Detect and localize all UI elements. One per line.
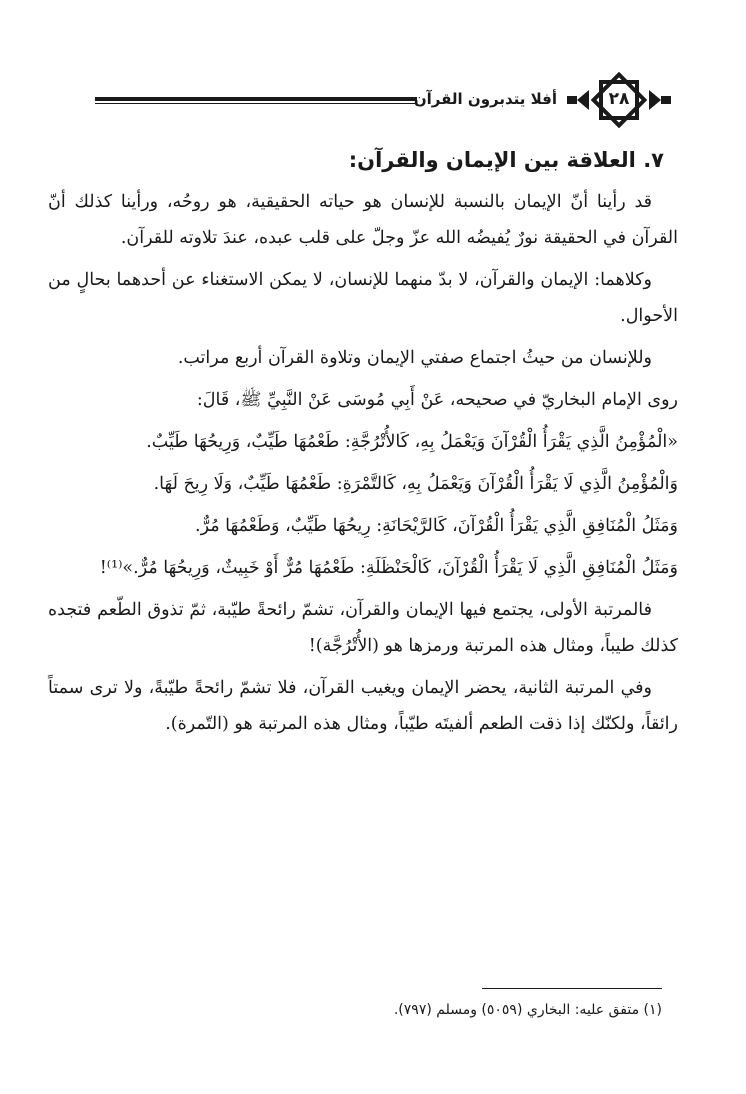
hadith-line: وَمَثَلُ الْمُنَافِقِ الَّذِي لَا يَقْرَأُ الْقُرْآنَ، كَالْحَنْظَلَةِ: طَعْمُهَا مُرٌّ أَوْ خَبِيثٌ، وَرِيحُهَا مُرٌّ.»⁽¹⁾! <box>99 558 678 578</box>
hadith-line: وَالْمُؤْمِنُ الَّذِي لَا يَقْرَأُ الْقُرْآنَ وَيَعْمَلُ بِهِ، كَالتَّمْرَةِ: طَعْمُهَا طَيِّبٌ، وَلَا رِيحَ لَهَا. <box>153 474 678 494</box>
header-rule <box>95 97 417 101</box>
running-title: أفلا يتدبرون القرآن <box>413 90 557 108</box>
hadith-line: «الْمُؤْمِنُ الَّذِي يَقْرَأُ الْقُرْآنَ وَيَعْمَلُ بِهِ، كَالأُتْرُجَّةِ: طَعْمُهَا طَيِّبٌ، وَرِيحُهَا طَيِّبٌ. <box>146 432 678 452</box>
paragraph: قد رأينا أنّ الإيمان بالنسبة للإنسان هو حياته الحقيقية، هو روحُه، ورأينا كذلك أنّ القرآن في الحقيقة نورٌ يُفيضُه الله عزّ وجلّ على قلب عبده، عندَ تلاوته للقرآن. <box>48 192 678 248</box>
hadith-line: وَمَثَلُ الْمُنَافِقِ الَّذِي يَقْرَأُ الْقُرْآنَ، كَالرَّيْحَانَةِ: رِيحُهَا طَيِّبٌ، وَطَعْمُهَا مُرٌّ. <box>195 516 678 536</box>
paragraph: وفي المرتبة الثانية، يحضر الإيمان ويغيب القرآن، فلا تشمّ رائحةً طيّبةً، ولا ترى سمتاً رائقاً، ولكنّك إذا ذقت الطعم ألفيتَه طيّباً، ومثال هذه المرتبة هو (التّمرة). <box>48 678 678 734</box>
footnote-separator <box>482 988 662 989</box>
page-number: ٢٨ <box>608 89 630 109</box>
paragraph: وللإنسان من حيثُ اجتماع صفتي الإيمان وتلاوة القرآن أربع مراتب. <box>177 348 652 368</box>
paragraph: فالمرتبة الأولى، يجتمع فيها الإيمان والقرآن، تشمّ رائحةً طيّبة، ثمّ تذوق الطّعم فتجده كذلك طيباً، ومثال هذه المرتبة ورمزها هو (الأُتْرُجَّة)! <box>48 600 678 656</box>
page-body <box>48 148 678 748</box>
page-header <box>95 70 675 130</box>
section-heading: ٧. العلاقة بين الإيمان والقرآن: <box>348 148 664 172</box>
hadith-intro: روى الإمام البخاريّ في صحيحه، عَنْ أَبِي مُوسَى عَنْ النَّبِيِّ ﷺ، قَالَ: <box>196 390 678 410</box>
paragraph: وكلاهما: الإيمان والقرآن، لا بدّ منهما للإنسان، لا يمكن الاستغناء عن أحدهما بحالٍ من الأحوال. <box>48 270 678 326</box>
footnote: (١) متفق عليه: البخاري (٥٠٥٩) ومسلم (٧٩٧). <box>393 1002 662 1018</box>
header-rule-thin <box>95 103 417 104</box>
